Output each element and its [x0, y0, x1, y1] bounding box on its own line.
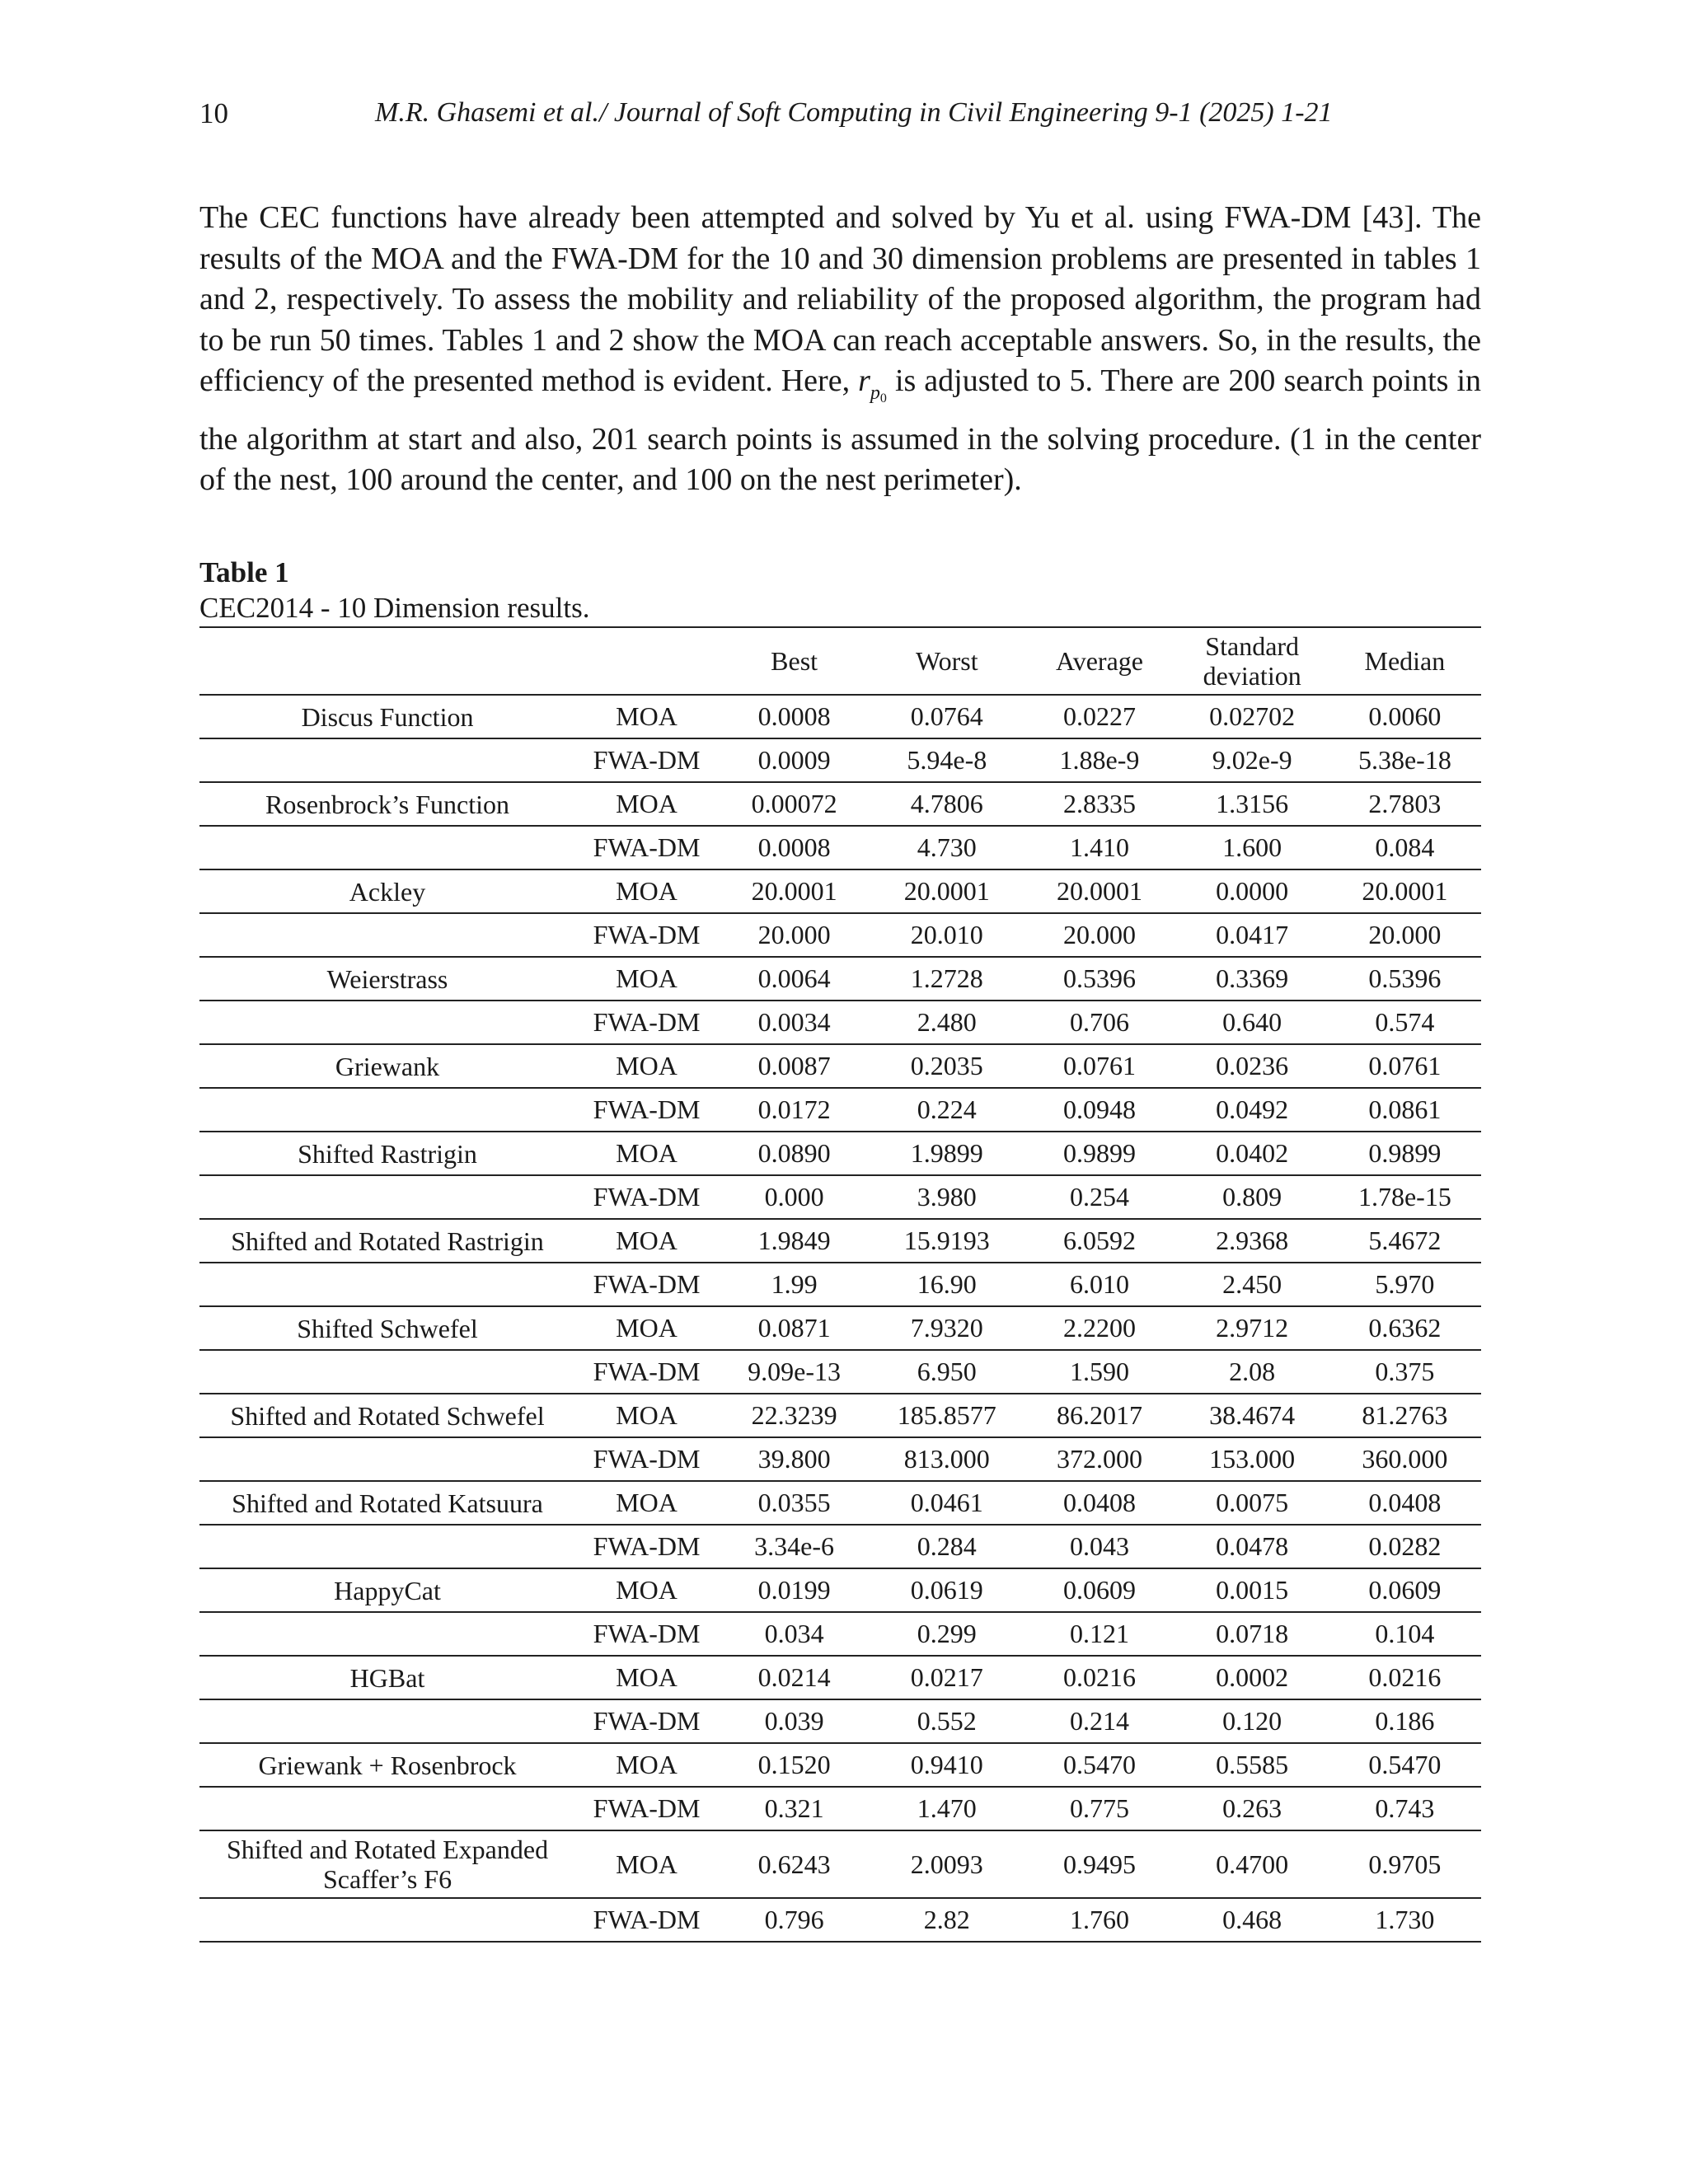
value-cell: 0.0461 — [910, 1488, 983, 1517]
value-cell: 0.5396 — [1368, 963, 1442, 993]
algorithm-cell: MOA — [616, 1662, 678, 1692]
value-cell: 1.590 — [1069, 1357, 1129, 1386]
function-name-cell: Shifted and Rotated Schwefel — [230, 1400, 545, 1431]
value-cell: 1.760 — [1069, 1905, 1129, 1934]
algorithm-cell: MOA — [616, 1226, 678, 1255]
algorithm-cell: MOA — [616, 1138, 678, 1168]
value-cell: 0.299 — [917, 1619, 977, 1648]
value-cell: 0.9410 — [910, 1750, 983, 1779]
value-cell: 0.043 — [1069, 1531, 1129, 1561]
value-cell: 0.121 — [1069, 1619, 1129, 1648]
table-row — [199, 738, 1481, 782]
table-row — [199, 1898, 1481, 1942]
value-cell: 0.0478 — [1216, 1531, 1289, 1561]
value-cell: 0.214 — [1069, 1706, 1129, 1736]
table-row — [199, 782, 1481, 826]
function-name-cell — [199, 1437, 575, 1481]
algorithm-cell: FWA-DM — [593, 1793, 701, 1823]
value-cell: 0.0002 — [1216, 1662, 1289, 1692]
value-cell: 38.4674 — [1209, 1400, 1296, 1430]
algorithm-cell: FWA-DM — [593, 1269, 701, 1299]
value-cell: 0.0034 — [757, 1007, 831, 1037]
value-cell: 0.0871 — [757, 1313, 831, 1343]
algorithm-cell: FWA-DM — [593, 1357, 701, 1386]
column-header-4: Average — [1055, 646, 1143, 676]
value-cell: 0.0000 — [1216, 876, 1289, 906]
value-cell: 6.950 — [917, 1357, 977, 1386]
value-cell: 2.7803 — [1368, 789, 1442, 818]
value-cell: 0.1520 — [757, 1750, 831, 1779]
value-cell: 0.706 — [1069, 1007, 1129, 1037]
function-name-cell: Weierstrass — [326, 963, 448, 994]
value-cell: 0.0402 — [1216, 1138, 1289, 1168]
running-head: M.R. Ghasemi et al./ Journal of Soft Computing in Civil Engineering 9-1 (2025) 1-21 — [375, 97, 1333, 128]
value-cell: 0.0008 — [757, 832, 831, 862]
value-cell: 5.94e-8 — [907, 745, 987, 775]
value-cell: 0.5396 — [1062, 963, 1136, 993]
table-row — [199, 869, 1481, 913]
value-cell: 0.9899 — [1368, 1138, 1442, 1168]
value-cell: 0.0408 — [1368, 1488, 1442, 1517]
table-row — [199, 1263, 1481, 1306]
function-name-cell: Shifted and Rotated Expanded Scaffer’s F6 — [226, 1835, 549, 1894]
value-cell: 0.375 — [1375, 1357, 1435, 1386]
function-name-cell — [199, 1525, 575, 1568]
value-cell: 0.0948 — [1062, 1094, 1136, 1124]
table-row — [199, 1044, 1481, 1088]
table-row — [199, 1350, 1481, 1394]
math-symbol: r — [858, 363, 870, 398]
value-cell: 16.90 — [917, 1269, 977, 1299]
value-cell: 0.5470 — [1368, 1750, 1442, 1779]
value-cell: 0.034 — [764, 1619, 824, 1648]
function-name-cell — [199, 826, 575, 869]
algorithm-cell: MOA — [616, 1488, 678, 1517]
value-cell: 0.02702 — [1209, 701, 1296, 731]
value-cell: 20.010 — [910, 920, 983, 949]
value-cell: 0.2035 — [910, 1051, 983, 1080]
value-cell: 2.450 — [1222, 1269, 1282, 1299]
table-row — [199, 957, 1481, 1001]
algorithm-cell: MOA — [616, 1575, 678, 1605]
algorithm-cell: FWA-DM — [593, 1619, 701, 1648]
table-caption: CEC2014 - 10 Dimension results. — [199, 592, 590, 624]
algorithm-cell: MOA — [616, 1849, 678, 1879]
value-cell: 2.82 — [923, 1905, 970, 1934]
value-cell: 0.0492 — [1216, 1094, 1289, 1124]
function-name-cell — [199, 1088, 575, 1132]
column-header-0 — [199, 627, 575, 695]
value-cell: 0.0008 — [757, 701, 831, 731]
value-cell: 1.99 — [771, 1269, 818, 1299]
value-cell: 0.0199 — [757, 1575, 831, 1605]
table-row — [199, 1830, 1481, 1898]
algorithm-cell: MOA — [616, 876, 678, 906]
algorithm-cell: FWA-DM — [593, 1531, 701, 1561]
function-name-cell: Shifted and Rotated Katsuura — [232, 1488, 543, 1518]
value-cell: 0.743 — [1375, 1793, 1435, 1823]
value-cell: 0.6243 — [757, 1849, 831, 1879]
function-name-cell — [199, 1001, 575, 1044]
value-cell: 0.9495 — [1062, 1849, 1136, 1879]
value-cell: 9.02e-9 — [1212, 745, 1292, 775]
value-cell: 0.809 — [1222, 1182, 1282, 1212]
table-row — [199, 1656, 1481, 1699]
math-subscript: p0 — [870, 382, 887, 405]
value-cell: 0.0236 — [1216, 1051, 1289, 1080]
algorithm-cell: FWA-DM — [593, 1007, 701, 1037]
value-cell: 20.0001 — [751, 876, 837, 906]
value-cell: 0.039 — [764, 1706, 824, 1736]
value-cell: 2.0093 — [910, 1849, 983, 1879]
function-name-cell — [199, 913, 575, 957]
value-cell: 0.0355 — [757, 1488, 831, 1517]
function-name-cell: HappyCat — [334, 1575, 441, 1605]
value-cell: 0.254 — [1069, 1182, 1129, 1212]
value-cell: 0.0087 — [757, 1051, 831, 1080]
algorithm-cell: FWA-DM — [593, 920, 701, 949]
function-name-cell: Griewank — [335, 1051, 440, 1081]
algorithm-cell: FWA-DM — [593, 1444, 701, 1474]
table-row — [199, 1787, 1481, 1830]
value-cell: 0.0172 — [757, 1094, 831, 1124]
function-name-cell: Rosenbrock’s Function — [265, 789, 509, 819]
value-cell: 0.00072 — [751, 789, 837, 818]
value-cell: 0.0417 — [1216, 920, 1289, 949]
table-header-row — [199, 627, 1481, 695]
value-cell: 0.0609 — [1368, 1575, 1442, 1605]
results-table — [199, 626, 1481, 1943]
value-cell: 0.0064 — [757, 963, 831, 993]
value-cell: 7.9320 — [910, 1313, 983, 1343]
value-cell: 0.640 — [1222, 1007, 1282, 1037]
table-row — [199, 1306, 1481, 1350]
value-cell: 0.224 — [917, 1094, 977, 1124]
value-cell: 0.552 — [917, 1706, 977, 1736]
value-cell: 0.775 — [1069, 1793, 1129, 1823]
algorithm-cell: MOA — [616, 701, 678, 731]
value-cell: 2.08 — [1229, 1357, 1276, 1386]
value-cell: 0.000 — [764, 1182, 824, 1212]
value-cell: 360.000 — [1362, 1444, 1448, 1474]
column-header-6: Median — [1364, 646, 1446, 676]
table-row — [199, 1699, 1481, 1743]
value-cell: 1.9899 — [910, 1138, 983, 1168]
algorithm-cell: MOA — [616, 1750, 678, 1779]
value-cell: 0.0216 — [1368, 1662, 1442, 1692]
table-row — [199, 1743, 1481, 1787]
table-row — [199, 1525, 1481, 1568]
value-cell: 0.9705 — [1368, 1849, 1442, 1879]
table-row — [199, 1088, 1481, 1132]
value-cell: 0.120 — [1222, 1706, 1282, 1736]
value-cell: 1.2728 — [910, 963, 983, 993]
table-row — [199, 1219, 1481, 1263]
value-cell: 20.000 — [757, 920, 831, 949]
function-name-cell — [199, 1350, 575, 1394]
value-cell: 0.3369 — [1216, 963, 1289, 993]
paragraph-text-1: The CEC functions have already been attempted and solved by Yu et al. using FWA-DM [43]. The results of the MOA and the FWA-DM for the 10 and 30 dimension problems are presented in tables 1 and 2, respectively. To assess the mobility and reliability of the proposed algorithm, the program had to be run 50 times. Tables 1 and 2 show the MOA can reach acceptable answers. So, in the results, the efficiency of the presented method is evident. Here, — [199, 200, 1481, 398]
algorithm-cell: FWA-DM — [593, 1182, 701, 1212]
page-number: 10 — [199, 97, 228, 129]
value-cell: 20.000 — [1368, 920, 1442, 949]
table-label: Table 1 — [199, 556, 289, 588]
value-cell: 39.800 — [757, 1444, 831, 1474]
table-row — [199, 695, 1481, 738]
value-cell: 9.09e-13 — [748, 1357, 842, 1386]
table-row — [199, 1394, 1481, 1437]
algorithm-cell: FWA-DM — [593, 832, 701, 862]
value-cell: 0.0009 — [757, 745, 831, 775]
algorithm-cell: FWA-DM — [593, 1905, 701, 1934]
value-cell: 1.730 — [1375, 1905, 1435, 1934]
table-row — [199, 913, 1481, 957]
algorithm-cell: MOA — [616, 963, 678, 993]
value-cell: 0.0609 — [1062, 1575, 1136, 1605]
value-cell: 1.88e-9 — [1059, 745, 1140, 775]
table-row — [199, 1481, 1481, 1525]
value-cell: 0.0227 — [1062, 701, 1136, 731]
function-name-cell — [199, 1787, 575, 1830]
algorithm-cell: FWA-DM — [593, 1094, 701, 1124]
algorithm-cell: MOA — [616, 1051, 678, 1080]
math-rp0 — [858, 363, 887, 405]
value-cell: 153.000 — [1209, 1444, 1296, 1474]
algorithm-cell: MOA — [616, 1400, 678, 1430]
value-cell: 0.0890 — [757, 1138, 831, 1168]
value-cell: 0.0764 — [910, 701, 983, 731]
table-row — [199, 1568, 1481, 1612]
table-row — [199, 1175, 1481, 1219]
function-name-cell: HGBat — [349, 1662, 425, 1693]
algorithm-cell: MOA — [616, 1313, 678, 1343]
value-cell: 0.0216 — [1062, 1662, 1136, 1692]
function-name-cell — [199, 1175, 575, 1219]
value-cell: 2.8335 — [1062, 789, 1136, 818]
value-cell: 20.000 — [1062, 920, 1136, 949]
function-name-cell — [199, 1263, 575, 1306]
paragraph-text-2: is adjusted to 5. There are 200 search points in the algorithm at start and also, 201 search points is assumed in the solving procedure. (1 in the center of the nest, 100 around the center, and 100 on the nest perimeter). — [199, 363, 1482, 497]
value-cell: 5.38e-18 — [1357, 745, 1451, 775]
table-row — [199, 826, 1481, 869]
value-cell: 0.0861 — [1368, 1094, 1442, 1124]
value-cell: 0.574 — [1375, 1007, 1435, 1037]
function-name-cell — [199, 1699, 575, 1743]
algorithm-cell: FWA-DM — [593, 1706, 701, 1736]
function-name-cell: Shifted and Rotated Rastrigin — [231, 1226, 544, 1256]
value-cell: 1.410 — [1069, 832, 1129, 862]
value-cell: 0.796 — [764, 1905, 824, 1934]
value-cell: 6.010 — [1069, 1269, 1129, 1299]
column-header-1 — [575, 627, 718, 695]
value-cell: 0.0075 — [1216, 1488, 1289, 1517]
value-cell: 81.2763 — [1362, 1400, 1448, 1430]
value-cell: 4.730 — [917, 832, 977, 862]
value-cell: 20.0001 — [1056, 876, 1142, 906]
value-cell: 3.34e-6 — [754, 1531, 835, 1561]
table-row — [199, 1612, 1481, 1656]
value-cell: 372.000 — [1056, 1444, 1142, 1474]
value-cell: 0.186 — [1375, 1706, 1435, 1736]
value-cell: 0.084 — [1375, 832, 1435, 862]
value-cell: 0.0214 — [757, 1662, 831, 1692]
function-name-cell — [199, 1612, 575, 1656]
value-cell: 1.9849 — [757, 1226, 831, 1255]
table-row — [199, 1001, 1481, 1044]
value-cell: 4.7806 — [910, 789, 983, 818]
value-cell: 0.0282 — [1368, 1531, 1442, 1561]
function-name-cell — [199, 1898, 575, 1942]
value-cell: 0.0408 — [1062, 1488, 1136, 1517]
math-subsubscript: 0 — [879, 391, 887, 405]
value-cell: 1.78e-15 — [1357, 1182, 1451, 1212]
value-cell: 3.980 — [917, 1182, 977, 1212]
value-cell: 0.0761 — [1062, 1051, 1136, 1080]
function-name-cell: Ackley — [349, 876, 426, 907]
value-cell: 1.470 — [917, 1793, 977, 1823]
value-cell: 0.5585 — [1216, 1750, 1289, 1779]
function-name-cell: Shifted Rastrigin — [298, 1138, 477, 1169]
value-cell: 1.3156 — [1216, 789, 1289, 818]
value-cell: 2.480 — [917, 1007, 977, 1037]
value-cell: 0.468 — [1222, 1905, 1282, 1934]
value-cell: 0.104 — [1375, 1619, 1435, 1648]
value-cell: 185.8577 — [897, 1400, 996, 1430]
function-name-cell — [199, 738, 575, 782]
value-cell: 2.9712 — [1216, 1313, 1289, 1343]
value-cell: 15.9193 — [903, 1226, 990, 1255]
value-cell: 813.000 — [903, 1444, 990, 1474]
value-cell: 0.5470 — [1062, 1750, 1136, 1779]
value-cell: 0.284 — [917, 1531, 977, 1561]
algorithm-cell: MOA — [616, 789, 678, 818]
table-body — [199, 695, 1481, 1942]
value-cell: 0.4700 — [1216, 1849, 1289, 1879]
value-cell: 0.321 — [764, 1793, 824, 1823]
value-cell: 5.970 — [1375, 1269, 1435, 1299]
table-row — [199, 1132, 1481, 1175]
value-cell: 5.4672 — [1368, 1226, 1442, 1255]
column-header-3: Worst — [915, 646, 978, 676]
value-cell: 2.2200 — [1062, 1313, 1136, 1343]
value-cell: 20.0001 — [903, 876, 990, 906]
value-cell: 2.9368 — [1216, 1226, 1289, 1255]
value-cell: 6.0592 — [1062, 1226, 1136, 1255]
value-cell: 0.0015 — [1216, 1575, 1289, 1605]
page-header — [199, 97, 1485, 137]
column-header-5: Standard deviation — [1203, 631, 1301, 691]
value-cell: 0.9899 — [1062, 1138, 1136, 1168]
algorithm-cell: FWA-DM — [593, 745, 701, 775]
value-cell: 22.3239 — [751, 1400, 837, 1430]
value-cell: 0.0761 — [1368, 1051, 1442, 1080]
value-cell: 0.6362 — [1368, 1313, 1442, 1343]
value-cell: 0.263 — [1222, 1793, 1282, 1823]
value-cell: 0.0619 — [910, 1575, 983, 1605]
function-name-cell: Discus Function — [301, 701, 474, 732]
value-cell: 1.600 — [1222, 832, 1282, 862]
value-cell: 20.0001 — [1362, 876, 1448, 906]
table-row — [199, 1437, 1481, 1481]
column-header-2: Best — [771, 646, 818, 676]
body-paragraph — [199, 198, 1481, 501]
function-name-cell: Shifted Schwefel — [297, 1313, 478, 1343]
value-cell: 0.0718 — [1216, 1619, 1289, 1648]
value-cell: 0.0060 — [1368, 701, 1442, 731]
value-cell: 0.0217 — [910, 1662, 983, 1692]
value-cell: 86.2017 — [1056, 1400, 1142, 1430]
function-name-cell: Griewank + Rosenbrock — [258, 1750, 517, 1780]
